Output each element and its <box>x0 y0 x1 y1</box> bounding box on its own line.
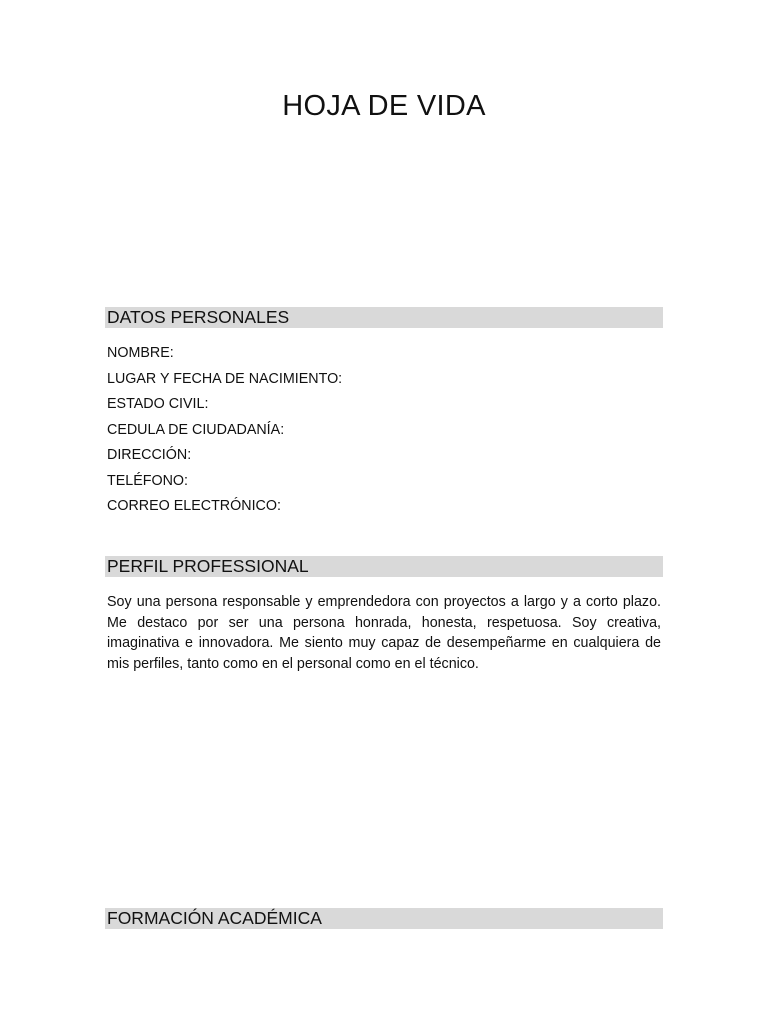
field-label-nombre: NOMBRE: <box>107 345 174 361</box>
field-label-estado-civil: ESTADO CIVIL: <box>107 396 209 412</box>
section-header-datos-personales: DATOS PERSONALES <box>105 307 663 328</box>
field-label-lugar-fecha-nacimiento: LUGAR Y FECHA DE NACIMIENTO: <box>107 370 343 387</box>
page-title: HOJA DE VIDA <box>282 90 486 122</box>
field-label-cedula: CEDULA DE CIUDADANÍA: <box>107 421 285 438</box>
personal-data-list <box>107 342 342 521</box>
profile-paragraph: Soy una persona responsable y emprendedora con proyectos a largo y a corto plazo. Me destaco por ser una persona honrada, honesta, respetuosa. Soy creativa, imaginativa e innovadora. Me siento muy capaz de desempeñarme en cualquiera de mis perfiles, tanto como en el personal como en el técnico. <box>107 594 661 672</box>
field-label-correo: CORREO ELECTRÓNICO: <box>107 498 281 514</box>
field-label-direccion: DIRECCIÓN: <box>107 447 192 463</box>
field-label-telefono: TELÉFONO: <box>107 472 189 489</box>
section-header-formacion-academica: FORMACIÓN ACADÉMICA <box>105 908 663 929</box>
section-header-perfil-profesional: PERFIL PROFESSIONAL <box>105 556 663 577</box>
